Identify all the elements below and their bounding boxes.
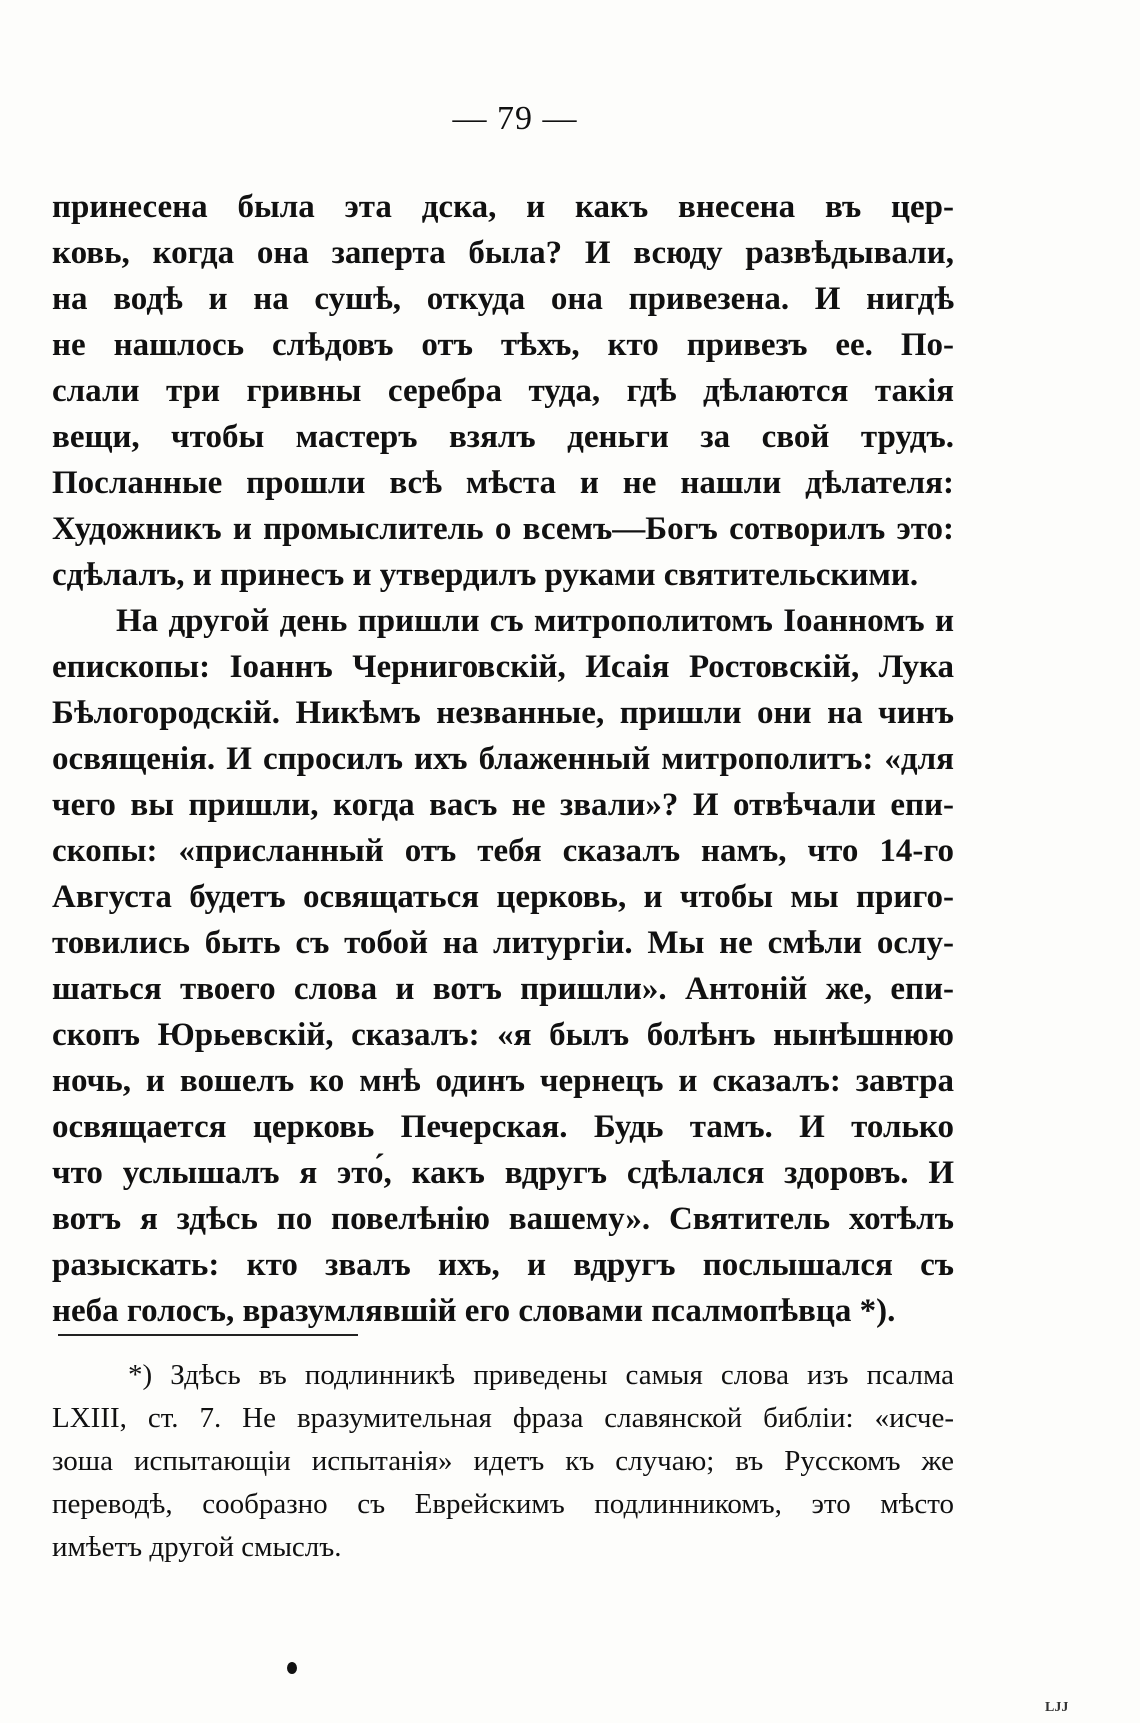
text-line: епископы: Іоаннъ Черниговскій, Исаія Ростовскій, Лука	[52, 649, 954, 685]
text-line: Августа будетъ освящаться церковь, и чтобы мы приго-	[52, 879, 954, 915]
text-line: освящается церковь Печерская. Будь тамъ. И только	[52, 1109, 954, 1145]
text-line: разыскать: кто звалъ ихъ, и вдругъ послышался съ	[52, 1247, 954, 1283]
footnote-line: *) Здѣсь въ подлинникѣ приведены самыя слова изъ псалма	[128, 1359, 954, 1391]
text-line: освященія. И спросилъ ихъ блаженный митрополитъ: «для	[52, 741, 954, 777]
footnote-line: переводѣ, сообразно съ Еврейскимъ подлинникомъ, это мѣсто	[52, 1488, 954, 1520]
corner-mark: LJJ	[1045, 1700, 1069, 1715]
text-line: неба голосъ, вразумлявшій его словами псалмопѣвца *).	[52, 1293, 896, 1329]
text-line: сдѣлалъ, и принесъ и утвердилъ руками святительскими.	[52, 557, 919, 593]
text-line: скопы: «присланный отъ тебя сказалъ намъ, что 14-го	[52, 833, 954, 869]
text-line: шаться твоего слова и вотъ пришли». Антоній же, епи-	[52, 971, 954, 1007]
ink-dot-mark	[287, 1662, 297, 1674]
text-line: что услышалъ я это́, какъ вдругъ сдѣлался здоровъ. И	[52, 1155, 954, 1191]
footnote	[52, 1354, 954, 1569]
footnote-line: имѣетъ другой смыслъ.	[52, 1531, 342, 1563]
text-line: слали три гривны серебра туда, гдѣ дѣлаются такія	[52, 373, 954, 409]
text-line: ковь, когда она заперта была? И всюду развѣдывали,	[52, 235, 954, 271]
text-line: чего вы пришли, когда васъ не звали»? И отвѣчали епи-	[52, 787, 954, 823]
text-line: вещи, чтобы мастеръ взялъ деньги за свой трудъ.	[52, 419, 954, 455]
text-line: Бѣлогородскій. Никѣмъ незванные, пришли они на чинъ	[52, 695, 954, 731]
text-line: принесена была эта дска, и какъ внесена въ цер-	[52, 189, 954, 225]
footnote-line: LXIII, ст. 7. Не вразумительная фраза славянской библіи: «исче-	[52, 1402, 954, 1434]
text-line: Посланные прошли всѣ мѣста и не нашли дѣлателя:	[52, 465, 954, 501]
text-line: Художникъ и промыслитель о всемъ—Богъ сотворилъ это:	[52, 511, 954, 547]
text-line: скопъ Юрьевскій, сказалъ: «я былъ болѣнъ нынѣшнюю	[52, 1017, 954, 1053]
text-line: на водѣ и на сушѣ, откуда она привезена. И нигдѣ	[52, 281, 954, 317]
paragraph-start-line: На другой день пришли съ митрополитомъ Іоанномъ и	[116, 603, 954, 639]
text-line: не нашлось слѣдовъ отъ тѣхъ, кто привезъ ее. По-	[52, 327, 954, 363]
page-number: — 79 —	[452, 100, 578, 137]
text-line: товились быть съ тобой на литургіи. Мы не смѣли ослу-	[52, 925, 954, 961]
text-line: вотъ я здѣсь по повелѣнію вашему». Святитель хотѣлъ	[52, 1201, 954, 1237]
footnote-divider	[58, 1334, 358, 1336]
body-text	[52, 184, 954, 1334]
footnote-line: зоша испытающіи испытанія» идетъ къ случаю; въ Русскомъ же	[52, 1445, 954, 1477]
text-line: ночь, и вошелъ ко мнѣ одинъ чернецъ и сказалъ: завтра	[52, 1063, 954, 1099]
